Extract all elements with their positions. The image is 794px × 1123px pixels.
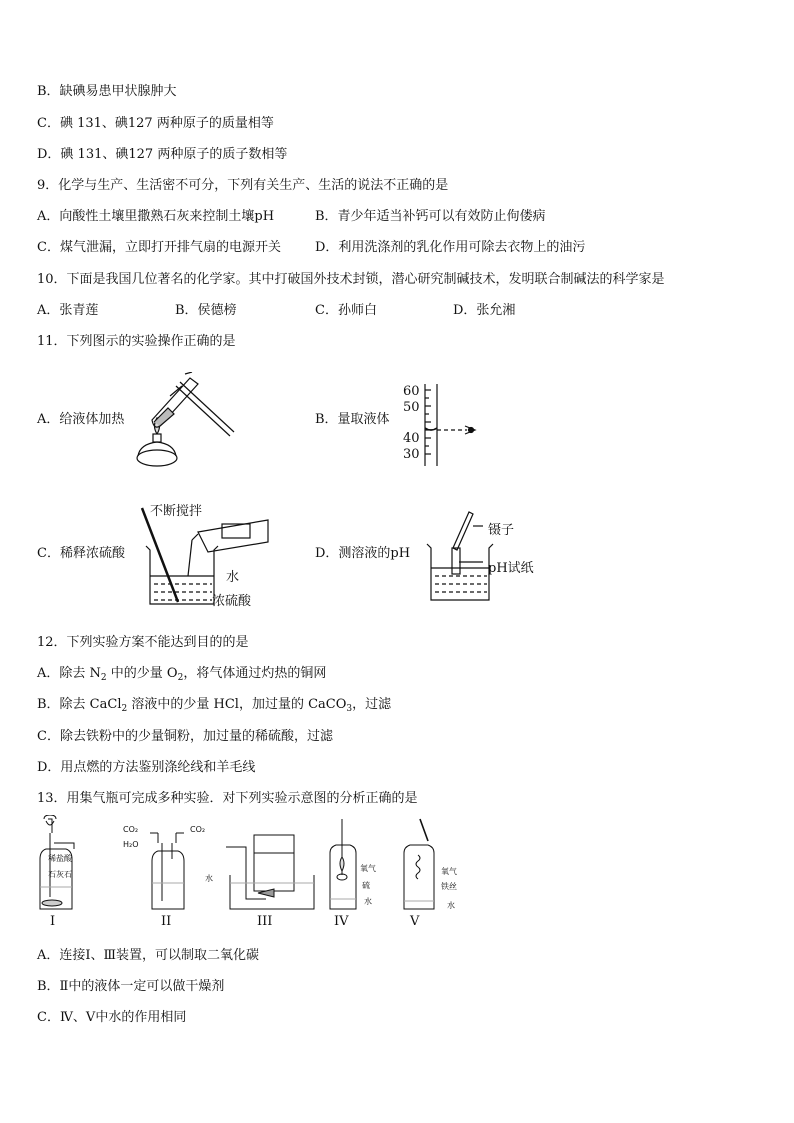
cylinder-tick-50: 50 <box>403 400 420 415</box>
q10-stem: 10．下面是我国几位著名的化学家。其中打破国外技术封锁，潜心研究制碱技术，发明联合制碱法的科学家是 <box>37 272 665 287</box>
heating-liquid-figure <box>130 372 240 470</box>
q9-option-c: C．煤气泄漏，立即打开排气扇的电源开关 <box>37 240 281 255</box>
fig3-water-label: 水 <box>205 874 213 883</box>
q9-stem: 9．化学与生产、生活密不可分，下列有关生产、生活的说法不正确的是 <box>37 178 449 193</box>
fig4-water-label: 水 <box>364 897 372 906</box>
fig1-number: I <box>50 914 56 929</box>
q12-option-b: B．除去 CaCl$_2$ 溶液中的少量 HCl，加过量的 CaCO$_3$，过滤 <box>37 697 392 714</box>
q11-option-b: B．量取液体 <box>315 412 390 427</box>
q9-option-d: D．利用洗涤剂的乳化作用可除去衣物上的油污 <box>315 240 586 255</box>
fig2-number: II <box>161 914 172 929</box>
q9-option-a: A．向酸性土壤里撒熟石灰来控制土壤pH <box>37 209 275 224</box>
fig2-co2-in-label: CO₂ <box>123 825 139 834</box>
fig1-acid-label: 稀盐酸 <box>48 854 72 863</box>
q13-stem: 13．用集气瓶可完成多种实验．对下列实验示意图的分析正确的是 <box>37 791 418 806</box>
conc-acid-label: 浓硫酸 <box>212 594 252 609</box>
q12-option-c: C．除去铁粉中的少量铜粉，加过量的稀硫酸，过滤 <box>37 729 333 744</box>
fig4-s-label: 硫 <box>362 881 370 890</box>
stir-label: 不断搅拌 <box>150 504 203 519</box>
q11-stem: 11．下列图示的实验操作正确的是 <box>37 334 236 349</box>
q11-option-d: D．测溶液的pH <box>315 546 411 561</box>
q10-option-a: A．张青莲 <box>37 303 99 318</box>
cylinder-tick-60: 60 <box>403 384 420 399</box>
q11-option-a: A．给液体加热 <box>37 412 125 427</box>
q8-option-c: C．碘 131、碘127 两种原子的质量相等 <box>37 116 274 131</box>
q10-option-c: C．孙师白 <box>315 303 377 318</box>
cylinder-tick-30: 30 <box>403 447 420 462</box>
q11-option-c: C．稀释浓硫酸 <box>37 546 125 561</box>
q10-option-d: D．张允湘 <box>453 303 516 318</box>
q8-option-b: B．缺碘易患甲状腺肿大 <box>37 84 177 99</box>
fig5-o2-label: 氧气 <box>441 867 457 876</box>
q13-option-b: B．Ⅱ中的液体一定可以做干燥剂 <box>37 979 225 994</box>
water-label: 水 <box>226 570 240 585</box>
q13-option-a: A．连接Ⅰ、Ⅲ装置，可以制取二氧化碳 <box>37 948 260 963</box>
fig4-o2-label: 氧气 <box>360 864 376 873</box>
fig1-stone-label: 石灰石 <box>48 870 72 879</box>
q9-option-b: B．青少年适当补钙可以有效防止佝偻病 <box>315 209 546 224</box>
q12-option-d: D．用点燃的方法鉴别涤纶线和羊毛线 <box>37 760 256 775</box>
q8-option-d: D．碘 131、碘127 两种原子的质子数相等 <box>37 147 288 162</box>
cylinder-tick-40: 40 <box>403 431 420 446</box>
q10-option-b: B．侯德榜 <box>175 303 237 318</box>
q12-stem: 12．下列实验方案不能达到目的的是 <box>37 635 249 650</box>
q12-option-a: A．除去 $N_2$ 中的少量 $O_2$，将气体通过灼热的铜网 <box>37 666 327 683</box>
fig3-number: III <box>257 914 273 929</box>
fig5-water-label: 水 <box>447 901 455 910</box>
fig2-h2o-label: H₂O <box>123 840 139 849</box>
fig5-number: V <box>410 914 420 929</box>
gas-bottle-figures <box>30 815 470 920</box>
fig5-fe-label: 铁丝 <box>441 882 457 891</box>
ph-paper-label: pH试纸 <box>488 561 534 576</box>
fig2-co2-out-label: CO₂ <box>190 825 206 834</box>
q13-option-c: C．Ⅳ、Ⅴ中水的作用相同 <box>37 1010 187 1025</box>
fig4-number: IV <box>334 914 349 929</box>
tweezers-label: 镊子 <box>488 523 515 538</box>
